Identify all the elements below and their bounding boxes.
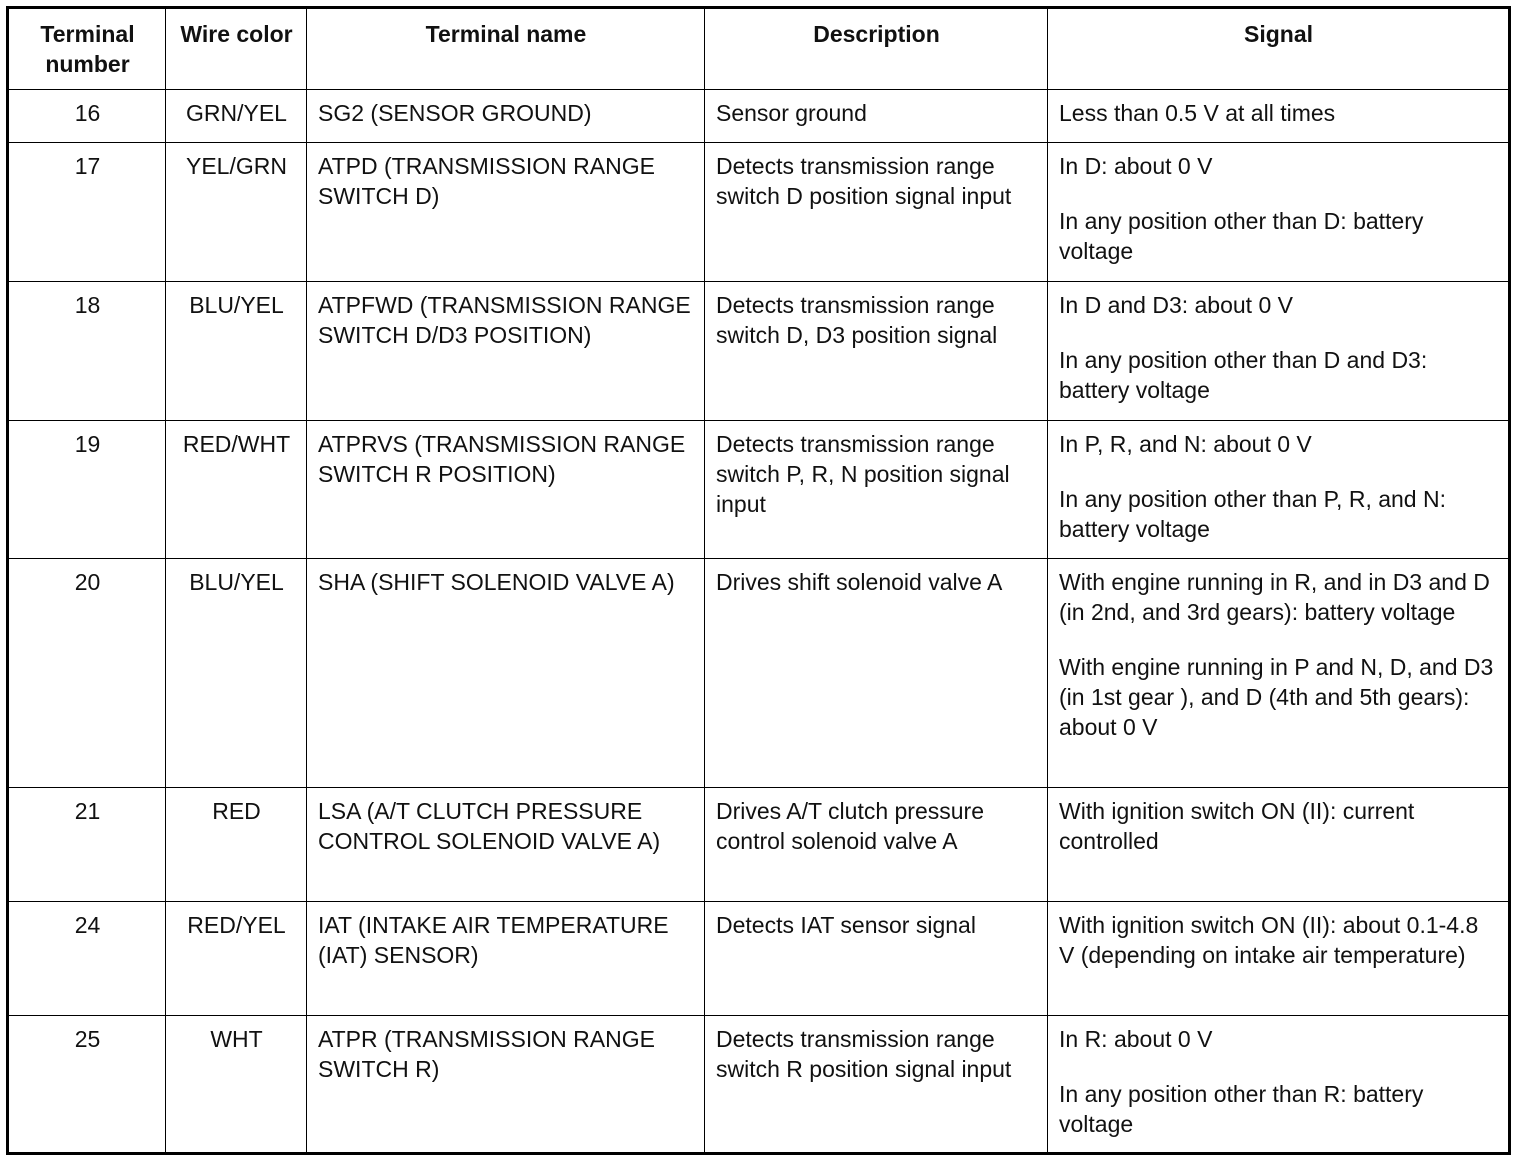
signal-cell	[1048, 788, 1510, 902]
description-cell: Sensor ground	[705, 90, 1048, 143]
terminal-name-cell: ATPD (TRANSMISSION RANGE SWITCH D)	[307, 143, 705, 282]
signal-text: With ignition switch ON (II): about 0.1-4.8 V (depending on intake air temperature)	[1059, 912, 1479, 968]
description-cell: Drives shift solenoid valve A	[705, 559, 1048, 788]
table-row	[8, 788, 1510, 902]
signal-cell	[1048, 1016, 1510, 1154]
signal-text: In P, R, and N: about 0 V	[1059, 431, 1312, 457]
terminal-name-cell: IAT (INTAKE AIR TEMPERATURE (IAT) SENSOR)	[307, 902, 705, 1016]
terminal-number-cell: 25	[8, 1016, 166, 1154]
signal-text: In R: about 0 V	[1059, 1026, 1213, 1052]
signal-text: With ignition switch ON (II): current controlled	[1059, 798, 1415, 854]
header-wire-color: Wire color	[166, 8, 307, 90]
terminal-name-cell: ATPFWD (TRANSMISSION RANGE SWITCH D/D3 POSITION)	[307, 282, 705, 421]
signal-cell	[1048, 559, 1510, 788]
wire-color-cell: RED	[166, 788, 307, 902]
terminal-name-cell: SHA (SHIFT SOLENOID VALVE A)	[307, 559, 705, 788]
header-description: Description	[705, 8, 1048, 90]
signal-text: In any position other than R: battery voltage	[1059, 1081, 1424, 1137]
terminal-number-cell: 20	[8, 559, 166, 788]
terminal-number-cell: 17	[8, 143, 166, 282]
signal-text: Less than 0.5 V at all times	[1059, 100, 1336, 126]
wire-color-cell: RED/WHT	[166, 421, 307, 559]
signal-text: With engine running in R, and in D3 and D (in 2nd, and 3rd gears): battery voltage	[1059, 569, 1490, 625]
header-terminal-number: Terminal number	[8, 8, 166, 90]
terminal-number-cell: 21	[8, 788, 166, 902]
wire-color-cell: BLU/YEL	[166, 559, 307, 788]
table-row	[8, 559, 1510, 788]
header-row	[8, 8, 1510, 90]
terminal-name-cell: ATPR (TRANSMISSION RANGE SWITCH R)	[307, 1016, 705, 1154]
table-row	[8, 421, 1510, 559]
terminal-number-cell: 24	[8, 902, 166, 1016]
wire-color-cell: YEL/GRN	[166, 143, 307, 282]
signal-cell	[1048, 902, 1510, 1016]
header-terminal-name: Terminal name	[307, 8, 705, 90]
description-cell: Detects IAT sensor signal	[705, 902, 1048, 1016]
wire-color-cell: BLU/YEL	[166, 282, 307, 421]
table-row	[8, 143, 1510, 282]
signal-cell	[1048, 143, 1510, 282]
terminal-table	[6, 6, 1511, 1155]
terminal-name-cell: ATPRVS (TRANSMISSION RANGE SWITCH R POSITION)	[307, 421, 705, 559]
terminal-number-cell: 19	[8, 421, 166, 559]
description-cell: Drives A/T clutch pressure control solenoid valve A	[705, 788, 1048, 902]
table-row	[8, 1016, 1510, 1154]
signal-text: In D and D3: about 0 V	[1059, 292, 1293, 318]
signal-cell	[1048, 421, 1510, 559]
signal-text: In any position other than D and D3: battery voltage	[1059, 347, 1428, 403]
table-body	[8, 90, 1510, 1154]
header-signal: Signal	[1048, 8, 1510, 90]
table-row	[8, 90, 1510, 143]
table-row	[8, 282, 1510, 421]
wire-color-cell: GRN/YEL	[166, 90, 307, 143]
signal-cell	[1048, 90, 1510, 143]
signal-text: With engine running in P and N, D, and D3 (in 1st gear ), and D (4th and 5th gears): about 0 V	[1059, 654, 1494, 740]
description-cell: Detects transmission range switch D, D3 position signal	[705, 282, 1048, 421]
description-cell: Detects transmission range switch R position signal input	[705, 1016, 1048, 1154]
signal-cell	[1048, 282, 1510, 421]
table-header	[8, 8, 1510, 90]
signal-text: In D: about 0 V	[1059, 153, 1213, 179]
terminal-name-cell: SG2 (SENSOR GROUND)	[307, 90, 705, 143]
signal-text: In any position other than P, R, and N: battery voltage	[1059, 486, 1446, 542]
description-cell: Detects transmission range switch D position signal input	[705, 143, 1048, 282]
signal-text: In any position other than D: battery voltage	[1059, 208, 1424, 264]
terminal-name-cell: LSA (A/T CLUTCH PRESSURE CONTROL SOLENOID VALVE A)	[307, 788, 705, 902]
terminal-number-cell: 16	[8, 90, 166, 143]
terminal-number-cell: 18	[8, 282, 166, 421]
table-row	[8, 902, 1510, 1016]
wire-color-cell: RED/YEL	[166, 902, 307, 1016]
description-cell: Detects transmission range switch P, R, N position signal input	[705, 421, 1048, 559]
wire-color-cell: WHT	[166, 1016, 307, 1154]
